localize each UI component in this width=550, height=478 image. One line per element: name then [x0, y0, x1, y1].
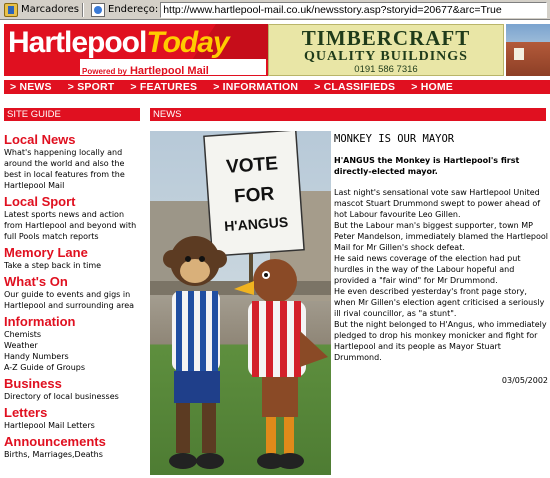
sidebar-sublink-chemists[interactable]: Chemists: [4, 330, 42, 339]
article-title: MONKEY IS OUR MAYOR: [334, 133, 455, 145]
advert-photo: [506, 24, 550, 76]
story-photo: [150, 131, 331, 475]
address-input[interactable]: http://www.hartlepool-mail.co.uk/newsstory.asp?storyid=20677&arc=True: [160, 2, 547, 18]
favorites-icon: [4, 3, 18, 17]
sidebar-sublink-weather[interactable]: Weather: [4, 341, 38, 350]
nav-classifieds[interactable]: > CLASSIFIEDS: [314, 81, 396, 93]
nav-news[interactable]: > NEWS: [10, 81, 52, 93]
sidebar-sublink-handy-numbers[interactable]: Handy Numbers: [4, 352, 69, 361]
nav-features[interactable]: > FEATURES: [130, 81, 198, 93]
toolbar-separator: [82, 3, 84, 17]
sidebar-link-local-news[interactable]: Local News: [4, 132, 76, 147]
sidebar-section-business: [4, 376, 144, 402]
sign-text-line: FOR: [233, 183, 275, 208]
address-label: Endereço:: [108, 4, 159, 15]
monkey-mascot: [163, 236, 227, 469]
nav-sport[interactable]: > SPORT: [67, 81, 115, 93]
sidebar-desc: Take a step back in time: [4, 261, 102, 270]
sidebar-section-memory-lane: [4, 245, 144, 271]
site-guide-heading: SITE GUIDE: [4, 108, 140, 121]
advert-subtitle: QUALITY BUILDINGS: [304, 49, 468, 64]
sidebar-section-information: [4, 314, 144, 373]
sidebar-desc: What's happening locally and around the world and also the best in local features from the Hartlepool Mail: [4, 148, 125, 190]
sign-text-line: VOTE: [225, 153, 279, 178]
sidebar-sublink-directory[interactable]: Directory of local businesses: [4, 392, 119, 401]
sidebar-link-whats-on[interactable]: What's On: [4, 274, 68, 289]
sidebar-link-announcements[interactable]: Announcements: [4, 434, 106, 449]
nav-information[interactable]: > INFORMATION: [213, 81, 299, 93]
sidebar-section-local-sport: [4, 194, 144, 242]
main-nav: [4, 80, 550, 94]
article-paragraph: He even described yesterday's front page story, when Mr Gillen's election agent criticised a seriously ill rival councillor, as "a stunt".: [334, 287, 545, 318]
logo-subtitle: Powered by Hartlepool Mail: [80, 59, 266, 75]
news-heading: NEWS: [150, 108, 546, 121]
sign-text-line: H'ANGUS: [223, 213, 289, 235]
site-logo[interactable]: [4, 24, 268, 76]
site-guide: [4, 132, 144, 463]
vote-sign: [204, 131, 304, 256]
sidebar-section-letters: [4, 405, 144, 431]
sidebar-desc: Our guide to events and gigs in Hartlepool and surrounding area: [4, 290, 135, 310]
article-lead: H'ANGUS the Monkey is Hartlepool's first directly-elected mayor.: [334, 156, 520, 176]
sidebar-sublink-az-guide[interactable]: A-Z Guide of Groups: [4, 363, 86, 372]
sidebar-link-letters[interactable]: Letters: [4, 405, 48, 420]
sidebar-link-memory-lane[interactable]: Memory Lane: [4, 245, 88, 260]
news-article: [334, 131, 548, 386]
sidebar-sublink-births[interactable]: Births, Marriages,Deaths: [4, 450, 103, 459]
article-date: 03/05/2002: [501, 376, 548, 385]
sidebar-section-whats-on: [4, 274, 144, 311]
advert-banner[interactable]: [268, 24, 504, 76]
article-paragraph: But the Labour man's biggest supporter, town MP Peter Mandelson, immediately blamed the Hartlepool Mail for Mr Gillen's shock defeat.: [334, 221, 548, 252]
logo-title: HartlepoolToday: [8, 26, 229, 59]
nav-home[interactable]: > HOME: [411, 81, 454, 93]
sidebar-link-information[interactable]: Information: [4, 314, 76, 329]
favorites-button[interactable]: [0, 0, 79, 20]
sidebar-section-announcements: [4, 434, 144, 460]
sidebar-desc: Latest sports news and action from Hartlepool and beyond with full Pools match reports: [4, 210, 137, 241]
article-paragraph: But the night belonged to H'Angus, who immediately pledged to drop his monkey monicker and fight for Hartlepool and its people as Mayor Stuart Drummond.: [334, 320, 547, 362]
favorites-label: Marcadores: [21, 4, 79, 15]
advert-title: TIMBERCRAFT: [301, 26, 471, 50]
article-paragraph: Last night's sensational vote saw Hartlepool United mascot Stuart Drummond swept to power ahead of hot Labour favourite Leo Gillen.: [334, 188, 541, 219]
sidebar-section-local-news: [4, 132, 144, 191]
sidebar-link-business[interactable]: Business: [4, 376, 62, 391]
browser-toolbar: [0, 0, 550, 20]
sidebar-link-local-sport[interactable]: Local Sport: [4, 194, 76, 209]
masthead: [0, 20, 550, 80]
sidebar-sublink-mail-letters[interactable]: Hartlepool Mail Letters: [4, 421, 95, 430]
page-icon: [91, 3, 105, 17]
address-label-group: [87, 0, 158, 20]
advert-phone: 0191 586 7316: [354, 64, 418, 75]
article-paragraph: He said news coverage of the election had put hurdles in the way of the Labour hopeful and provided a "fair wind" for Mr Drummond.: [334, 254, 521, 285]
